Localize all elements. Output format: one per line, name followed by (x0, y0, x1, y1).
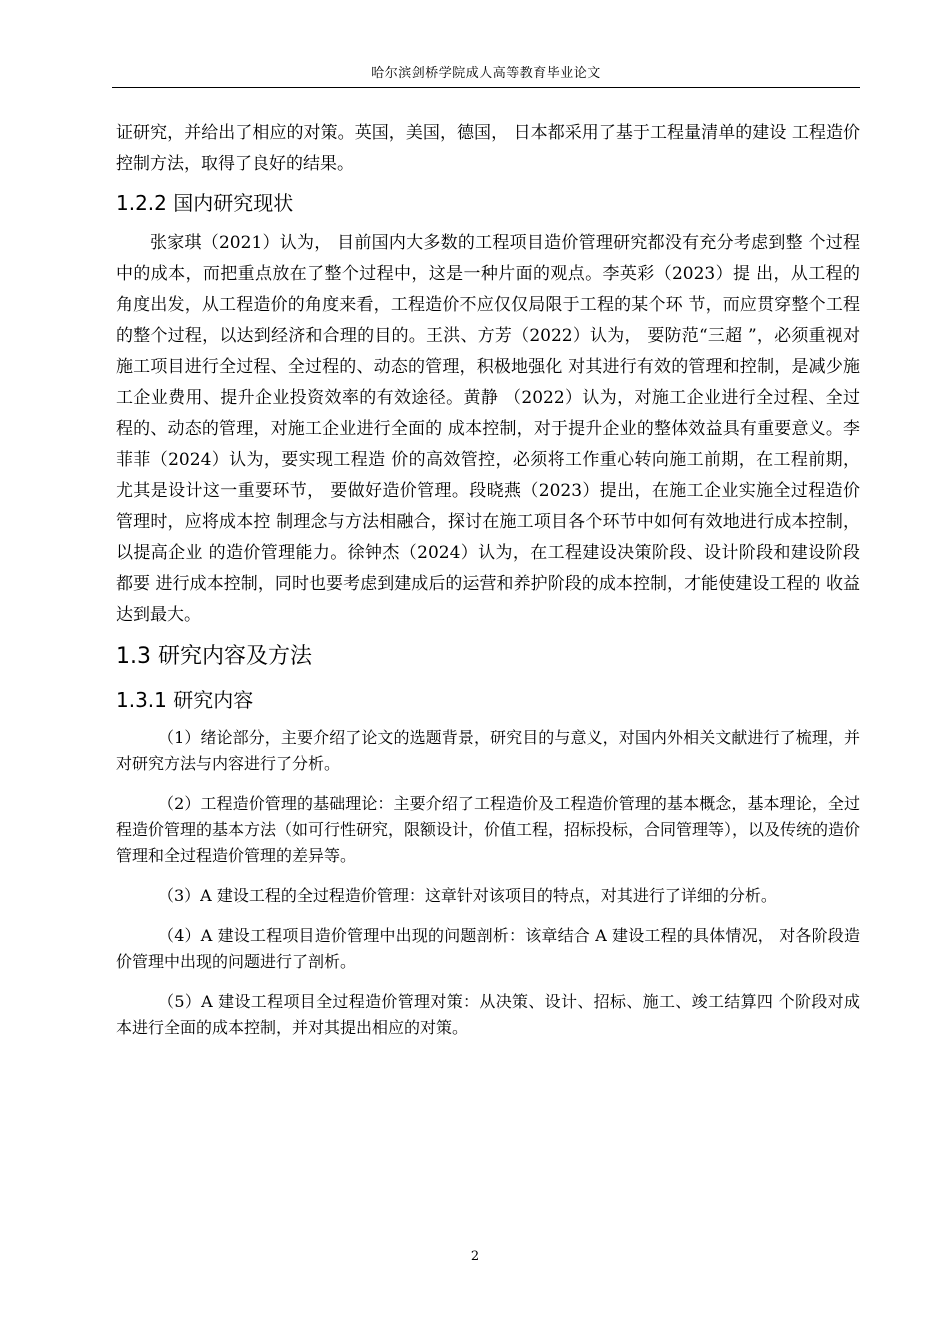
running-header: 哈尔滨剑桥学院成人高等教育毕业论文 (371, 66, 601, 81)
research-content-item: （5）A 建设工程项目全过程造价管理对策：从决策、设计、招标、施工、竣工结算四 个阶段对成本进行全面的成本控制，并对其提出相应的对策。 (116, 992, 860, 1037)
intro-paragraph: 证研究，并给出了相应的对策。英国，美国，德国， 日本都采用了基于工程量清单的建设 工程造价控制方法，取得了良好的结果。 (116, 123, 860, 174)
research-content-item: （1）绪论部分，主要介绍了论文的选题背景，研究目的与意义，对国内外相关文献进行了梳理，并对研究方法与内容进行了分析。 (116, 728, 860, 773)
section-heading-1-3: 1.3 研究内容及方法 (116, 644, 312, 669)
section-heading-1-2-2: 1.2.2 国内研究现状 (116, 191, 294, 215)
research-content-item: （3）A 建设工程的全过程造价管理：这章针对该项目的特点，对其进行了详细的分析。 (158, 886, 777, 905)
domestic-research-paragraph: 张家琪（2021）认为， 目前国内大多数的工程项目造价管理研究都没有充分考虑到整 个过程中的成本，而把重点放在了整个过程中，这是一种片面的观点。李英彩（2023）提 出，从工程的角度出发，从工程造价的角度来看，工程造价不应仅仅局限于工程的某个环 节，而应贯穿整个工程的整个过程，以达到经济和合理的目的。王洪、方芳（2022）认为， 要防范“三超 ”，必须重视对施工项目进行全过程、全过程的、动态的管理，积极地强化 对其进行有效的管理和控制，是减少施工企业费用、提升企业投资效率的有效途径。黄静 （2022）认为，对施工企业进行全过程、全过程的、动态的管理，对施工企业进行全面的 成本控制，对于提升企业的整体效益具有重要意义。李菲菲（2024）认为，要实现工程造 价的高效管控，必须将工作重心转向施工前期，在工程前期，尤其是设计这一重要环节， 要做好造价管理。段晓燕（2023）提出，在施工企业实施全过程造价管理时，应将成本控 制理念与方法相融合，探讨在施工项目各个环节中如何有效地进行成本控制，以提高企业 的造价管理能力。徐钟杰（2024）认为，在工程建设决策阶段、设计阶段和建设阶段都要 进行成本控制，同时也要考虑到建成后的运营和养护阶段的成本控制，才能使建设工程的 收益达到最大。 (116, 233, 860, 625)
header-divider (112, 87, 860, 88)
research-content-item: （2）工程造价管理的基础理论：主要介绍了工程造价及工程造价管理的基本概念，基本理论，全过程造价管理的基本方法（如可行性研究，限额设计，价值工程，招标投标，合同管理等），以及传统的造价管理和全过程造价管理的差异等。 (116, 794, 861, 865)
page-number: 2 (470, 1249, 480, 1264)
page-body (116, 118, 860, 1055)
section-heading-1-3-1: 1.3.1 研究内容 (116, 688, 254, 712)
research-content-item: （4）A 建设工程项目造价管理中出现的问题剖析：该章结合 A 建设工程的具体情况， 对各阶段造价管理中出现的问题进行了剖析。 (116, 926, 860, 971)
